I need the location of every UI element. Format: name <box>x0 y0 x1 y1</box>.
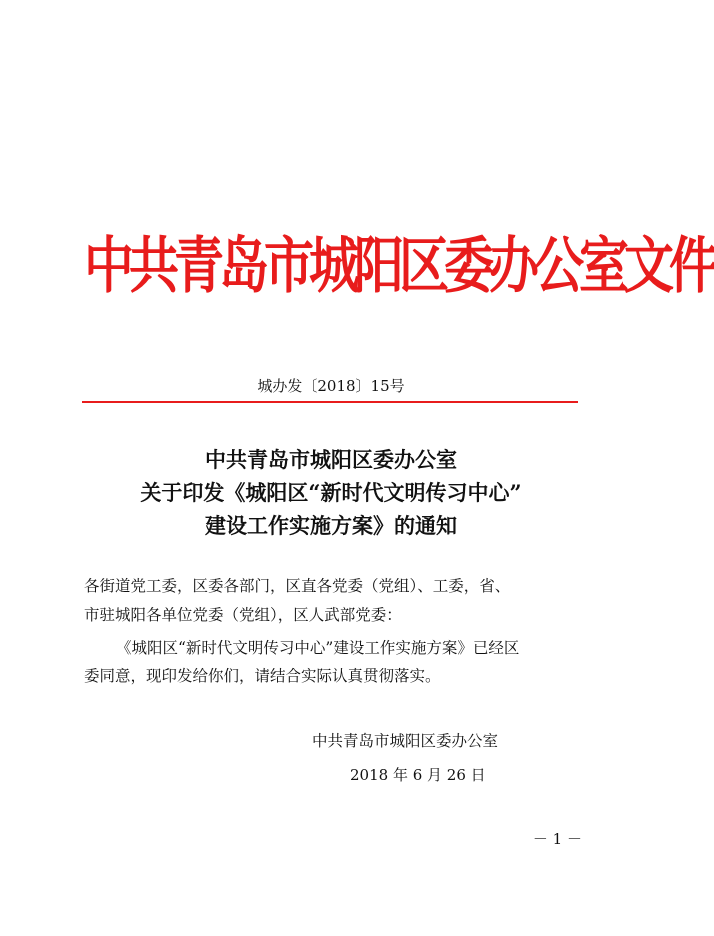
document-masthead: 中共青岛市城阳区委办公室文件 <box>84 230 714 302</box>
content-line-2: 委同意，现印发给你们，请结合实际认真贯彻落实。 <box>84 667 441 685</box>
notice-title-line-3: 建设工作实施方案》的通知 <box>205 513 457 538</box>
notice-title-line-1: 中共青岛市城阳区委办公室 <box>205 447 457 472</box>
signature-organization: 中共青岛市城阳区委办公室 <box>312 732 499 750</box>
content-line-1: 《城阳区“新时代文明传习中心”建设工作实施方案》已经区 <box>116 639 520 657</box>
recipients-line-2: 市驻城阳各单位党委（党组），区人武部党委： <box>84 606 402 624</box>
recipients-line-1: 各街道党工委，区委各部门，区直各党委（党组）、工委，省、 <box>84 577 511 595</box>
document-number: 城办发〔2018〕15号 <box>257 377 405 395</box>
red-divider-line <box>82 401 578 403</box>
signature-date: 2018 年 6 月 26 日 <box>350 766 486 784</box>
notice-title-line-2: 关于印发《城阳区“新时代文明传习中心” <box>140 480 522 505</box>
page-number: － 1 － <box>532 830 582 848</box>
